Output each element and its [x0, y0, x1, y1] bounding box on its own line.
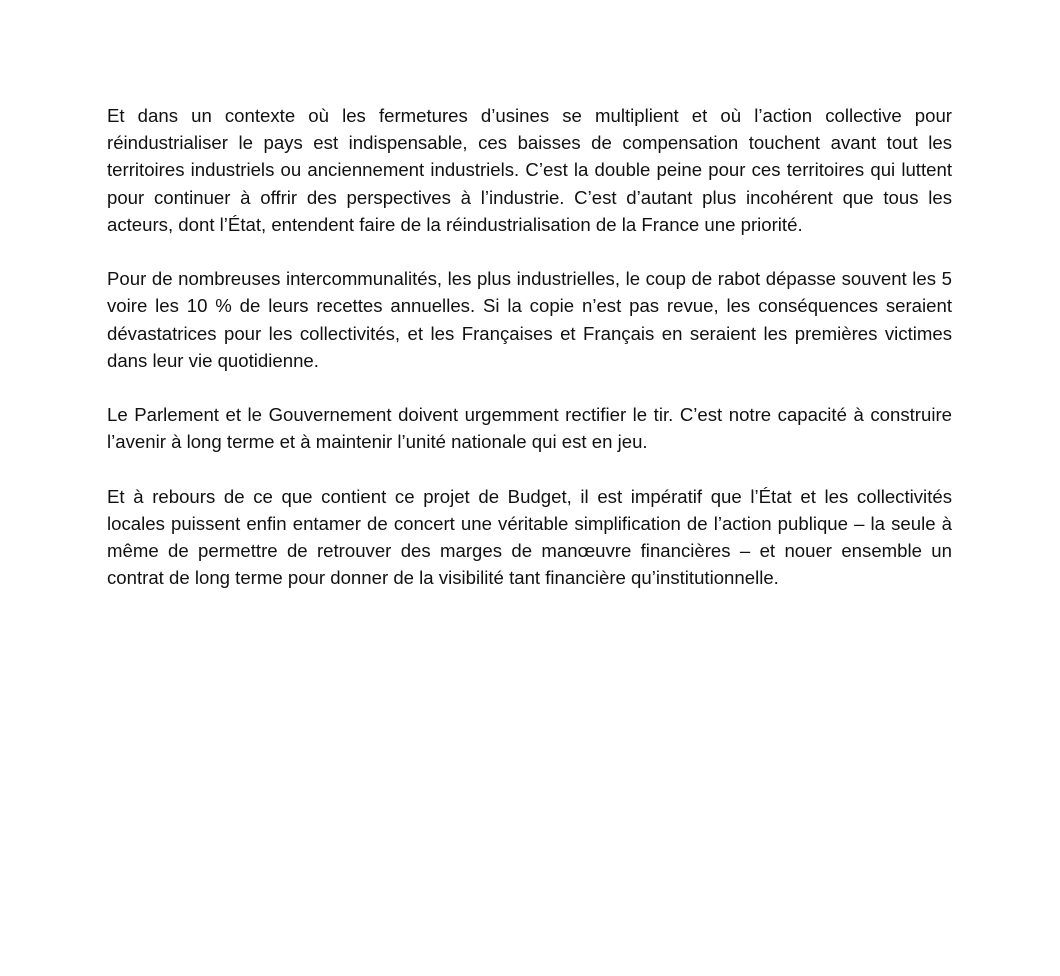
paragraph-intercommunalities: Pour de nombreuses intercommunalités, les plus industrielles, le coup de rabot dépasse souvent les 5 voire les 10 % de leurs recettes annuelles. Si la copie n’est pas revue, les conséquences seraient dévastatrices pour les collectivités, et les Françaises et Français en seraient les premières victimes dans leur vie quotidienne. [107, 268, 952, 371]
paragraph-parliament-government: Le Parlement et le Gouvernement doivent urgemment rectifier le tir. C’est notre capacité à construire l’avenir à long terme et à maintenir l’unité nationale qui est en jeu. [107, 404, 952, 453]
paragraph-industrial-territories: Et dans un contexte où les fermetures d’usines se multiplient et où l’action collective pour réindustrialiser le pays est indispensable, ces baisses de compensation touchent avant tout les territoires industriels ou anciennement industriels. C’est la double peine pour ces territoires qui luttent pour continuer à offrir des perspectives à l’industrie. C’est d’autant plus incohérent que tous les acteurs, dont l’État, entendent faire de la réindustrialisation de la France une priorité. [107, 105, 952, 235]
document-body [107, 102, 952, 619]
paragraph-budget-simplification: Et à rebours de ce que contient ce projet de Budget, il est impératif que l’État et les collectivités locales puissent enfin entamer de concert une véritable simplification de l’action publique – la seule à même de permettre de retrouver des marges de manœuvre financières – et nouer ensemble un contrat de long terme pour donner de la visibilité tant financière qu’institutionnelle. [107, 485, 952, 589]
